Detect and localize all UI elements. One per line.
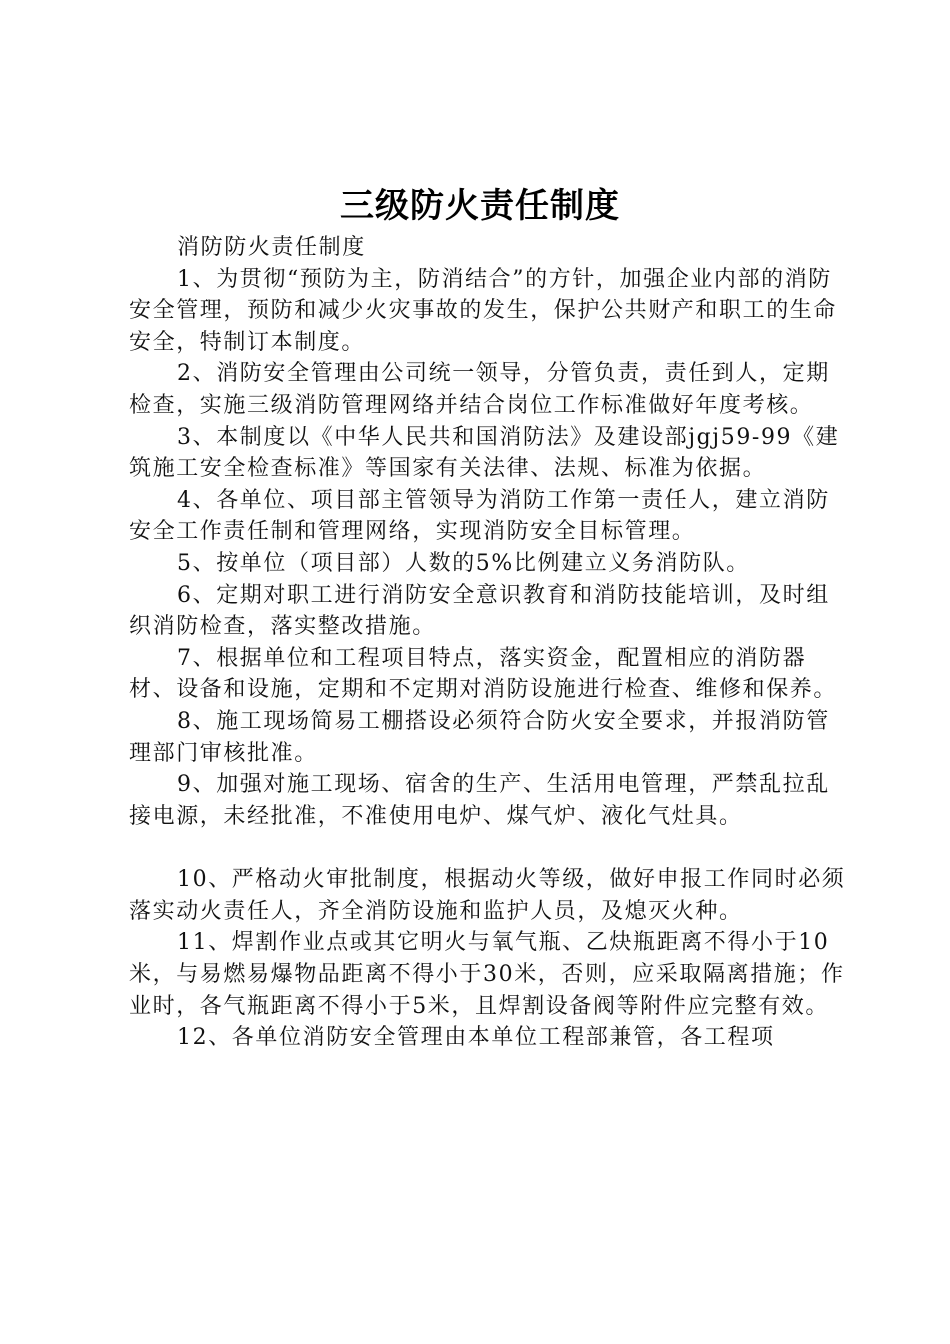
paragraph-5: 5、按单位（项目部）人数的5%比例建立义务消防队。 xyxy=(177,550,750,576)
paragraph-8: 8、施工现场简易工棚搭设必须符合防火安全要求，并报消防管理部门审核批准。 xyxy=(129,708,830,766)
document-subtitle: 消防防火责任制度 xyxy=(177,235,366,260)
paragraph-1: 1、为贯彻“预防为主，防消结合”的方针，加强企业内部的消防安全管理，预防和减少火灾事故的发生，保护公共财产和职工的生命安全，特制订本制度。 xyxy=(129,266,838,355)
paragraph-2: 2、消防安全管理由公司统一领导，分管负责，责任到人，定期检查，实施三级消防管理网络并结合岗位工作标准做好年度考核。 xyxy=(129,361,830,418)
paragraph-6: 6、定期对职工进行消防安全意识教育和消防技能培训，及时组织消防检查，落实整改措施。 xyxy=(129,582,830,640)
paragraph-11: 11、焊割作业点或其它明火与氧气瓶、乙炔瓶距离不得小于10米，与易燃易爆物品距离不得小于30米，否则，应采取隔离措施；作业时，各气瓶距离不得小于5米，且焊割设备阀等附件应完整有效。 xyxy=(129,930,845,1019)
paragraph-12: 12、各单位消防安全管理由本单位工程部兼管，各工程项 xyxy=(177,1025,775,1051)
paragraph-3: 3、本制度以《中华人民共和国消防法》及建设部jgj59-99《建筑施工安全检查标准》等国家有关法律、法规、标准为依据。 xyxy=(129,424,840,482)
document-title: 三级防火责任制度 xyxy=(340,186,620,226)
document-body xyxy=(129,232,849,1054)
paragraph-10: 10、严格动火审批制度，根据动火等级，做好申报工作同时必须落实动火责任人，齐全消防设施和监护人员，及熄灭火种。 xyxy=(129,867,846,924)
paragraph-7: 7、根据单位和工程项目特点，落实资金，配置相应的消防器材、设备和设施，定期和不定期对消防设施进行检查、维修和保养。 xyxy=(129,645,838,703)
paragraph-9: 9、加强对施工现场、宿舍的生产、生活用电管理，严禁乱拉乱接电源，未经批准，不准使用电炉、煤气炉、液化气灶具。 xyxy=(129,772,830,829)
paragraph-4: 4、各单位、项目部主管领导为消防工作第一责任人，建立消防安全工作责任制和管理网络，实现消防安全目标管理。 xyxy=(129,487,830,545)
